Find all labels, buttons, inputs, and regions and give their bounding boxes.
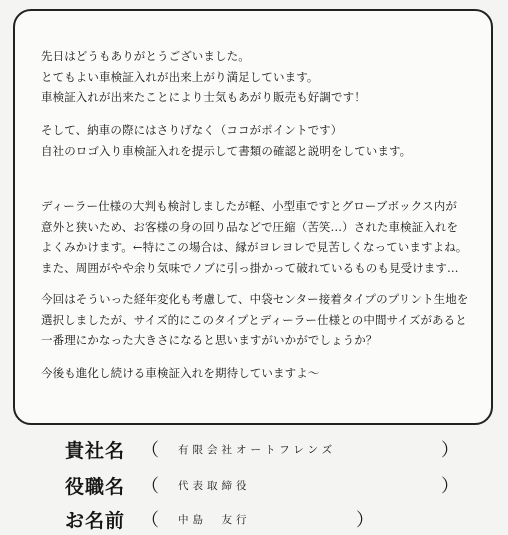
letter-line: そして、納車の際にはさりげなく（ココがポイントです） (41, 123, 343, 137)
title-label: 役職名 (65, 476, 126, 498)
name-value: 中島 友行 (178, 514, 251, 526)
letter-paragraph-4 (41, 289, 496, 351)
company-row (0, 437, 508, 465)
open-paren: （ (141, 510, 159, 531)
name-label: お名前 (65, 510, 126, 532)
letter-line: 今回はそういった経年変化も考慮して、中袋センター接着タイプのプリント生地を (41, 292, 469, 306)
letter-line: よくみかけます。←特にこの場合は、縁がヨレヨレで見苦しくなっていますよね。 (41, 240, 468, 254)
letter-line: 選択しましたが、サイズ的にこのタイプとディーラー仕様との中間サイズがあると (41, 312, 467, 327)
close-paren: ） (356, 510, 374, 531)
letter-line: 一番理にかなった大きさになると思いますがいかがでしょうか？ (41, 333, 378, 347)
name-row (0, 507, 508, 535)
letter-line: 今後も進化し続ける車検証入れを期待していますよ～ (41, 366, 320, 380)
letter-paragraph-5 (41, 363, 496, 384)
letter-line: また、周囲がやや余り気味でノブに引っ掛かって破れているものも見受けます… (41, 260, 459, 275)
letter-line: ディーラー仕様の大判も検討しましたが軽、小型車ですとグローブボックス内が (41, 199, 457, 213)
close-paren: ） (441, 440, 459, 461)
close-paren: ） (441, 476, 459, 497)
letter-line: 自社のロゴ入り車検証入れを提示して書類の確認と説明をしています。 (41, 143, 412, 158)
letter-paragraph-2 (41, 120, 496, 161)
company-label: 貴社名 (65, 440, 126, 462)
company-value: 有限会社オートフレンズ (178, 444, 337, 456)
letter-paragraph-1 (41, 46, 496, 108)
title-value: 代表取締役 (178, 480, 251, 492)
letter-line: 先日はどうもありがとうございました。 (41, 49, 250, 63)
letter-line: 車検証入れが出来たことにより士気もあがり販売も好調です！ (41, 90, 366, 104)
letter-line: とてもよい車検証入れが出来上がり満足しています。 (41, 69, 319, 84)
letter-line: 意外と狭いため、お客様の身の回り品などで圧縮（苦笑…）された車検証入れを (41, 219, 459, 234)
open-paren: （ (141, 440, 159, 461)
open-paren: （ (141, 476, 159, 497)
letter-paragraph-3 (41, 196, 496, 278)
title-row (0, 473, 508, 501)
